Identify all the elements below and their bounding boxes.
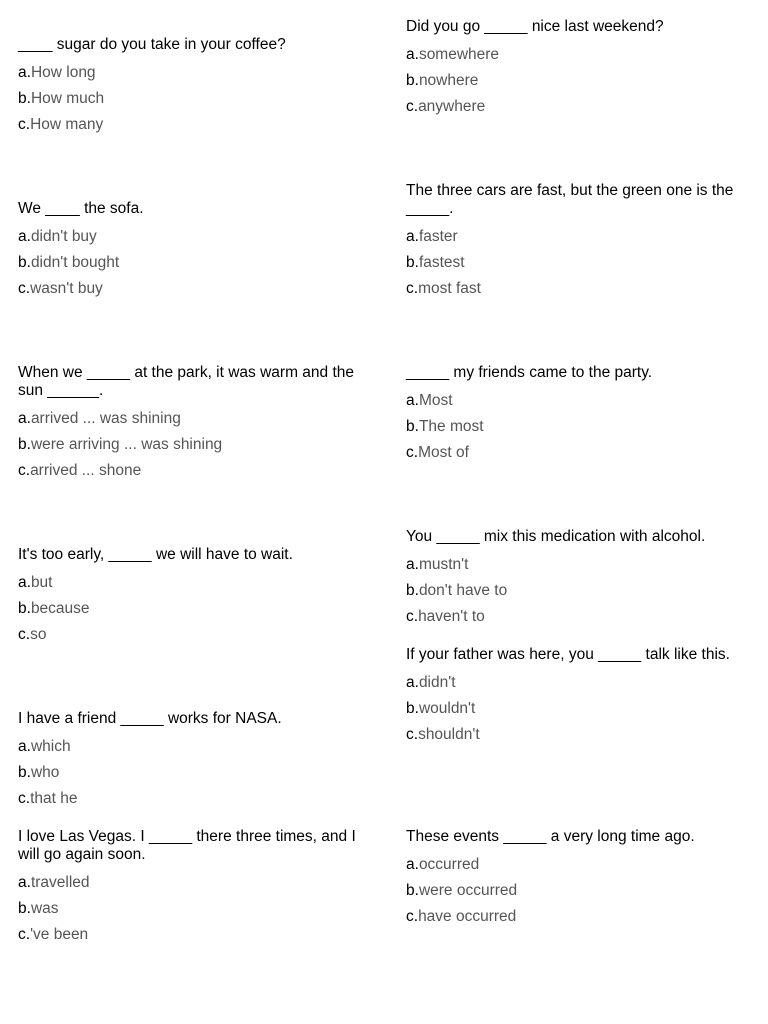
option-c[interactable]: c.so — [18, 626, 47, 643]
option-a[interactable]: a.travelled — [18, 874, 90, 891]
option-a[interactable]: a.How long — [18, 64, 96, 81]
option-c[interactable]: c.that he — [18, 790, 78, 807]
option-c[interactable]: c.Most of — [406, 444, 469, 461]
question-8 — [406, 528, 751, 630]
option-a[interactable]: a.faster — [406, 228, 458, 245]
question-7 — [18, 546, 363, 648]
option-a[interactable]: a.which — [18, 738, 71, 755]
question-text: When we _____ at the park, it was warm and the sun ______. — [18, 364, 355, 399]
option-a[interactable]: a.occurred — [406, 856, 480, 873]
option-c[interactable]: c.have occurred — [406, 908, 517, 925]
option-b[interactable]: b.fastest — [406, 254, 465, 271]
question-11 — [18, 828, 363, 948]
option-c[interactable]: c.'ve been — [18, 926, 89, 943]
option-b[interactable]: b.because — [18, 600, 90, 617]
question-5 — [18, 364, 363, 484]
option-a[interactable]: a.but — [18, 574, 53, 591]
option-b[interactable]: b.wouldn't — [406, 700, 476, 717]
question-10 — [18, 710, 363, 812]
option-c[interactable]: c.How many — [18, 116, 104, 133]
option-b[interactable]: b.were arriving ... was shining — [18, 436, 223, 453]
option-b[interactable]: b.was — [18, 900, 59, 917]
option-b[interactable]: b.nowhere — [406, 72, 479, 89]
question-text: ____ sugar do you take in your coffee? — [18, 36, 286, 53]
option-b[interactable]: b.were occurred — [406, 882, 518, 899]
option-b[interactable]: b.don't have to — [406, 582, 508, 599]
option-b[interactable]: b.who — [18, 764, 60, 781]
option-a[interactable]: a.Most — [406, 392, 453, 409]
option-a[interactable]: a.didn't — [406, 674, 456, 691]
option-c[interactable]: c.most fast — [406, 280, 481, 297]
option-a[interactable]: a.didn't buy — [18, 228, 97, 245]
question-3 — [18, 200, 363, 302]
question-text: _____ my friends came to the party. — [406, 364, 653, 381]
option-b[interactable]: b.didn't bought — [18, 254, 120, 271]
question-4 — [406, 182, 751, 302]
option-c[interactable]: c.shouldn't — [406, 726, 480, 743]
option-b[interactable]: b.How much — [18, 90, 105, 107]
question-text: I love Las Vegas. I _____ there three times, and I will go again soon. — [18, 828, 356, 863]
question-text: I have a friend _____ works for NASA. — [18, 710, 282, 727]
question-text: Did you go _____ nice last weekend? — [406, 18, 664, 35]
option-c[interactable]: c.wasn't buy — [18, 280, 103, 297]
option-a[interactable]: a.arrived ... was shining — [18, 410, 181, 427]
question-6 — [406, 364, 751, 466]
question-text: These events _____ a very long time ago. — [406, 828, 695, 845]
question-9 — [406, 646, 751, 748]
question-text: If your father was here, you _____ talk like this. — [406, 646, 730, 663]
question-12 — [406, 828, 751, 930]
question-1 — [18, 36, 363, 138]
option-c[interactable]: c.haven't to — [406, 608, 485, 625]
question-text: The three cars are fast, but the green one is the _____. — [406, 182, 734, 217]
question-text: It's too early, _____ we will have to wait. — [18, 546, 293, 563]
question-2 — [406, 18, 751, 120]
question-text: You _____ mix this medication with alcohol. — [406, 528, 706, 545]
option-a[interactable]: a.mustn't — [406, 556, 469, 573]
option-c[interactable]: c.anywhere — [406, 98, 486, 115]
option-c[interactable]: c.arrived ... shone — [18, 462, 142, 479]
option-a[interactable]: a.somewhere — [406, 46, 500, 63]
option-b[interactable]: b.The most — [406, 418, 484, 435]
question-text: We ____ the sofa. — [18, 200, 144, 217]
